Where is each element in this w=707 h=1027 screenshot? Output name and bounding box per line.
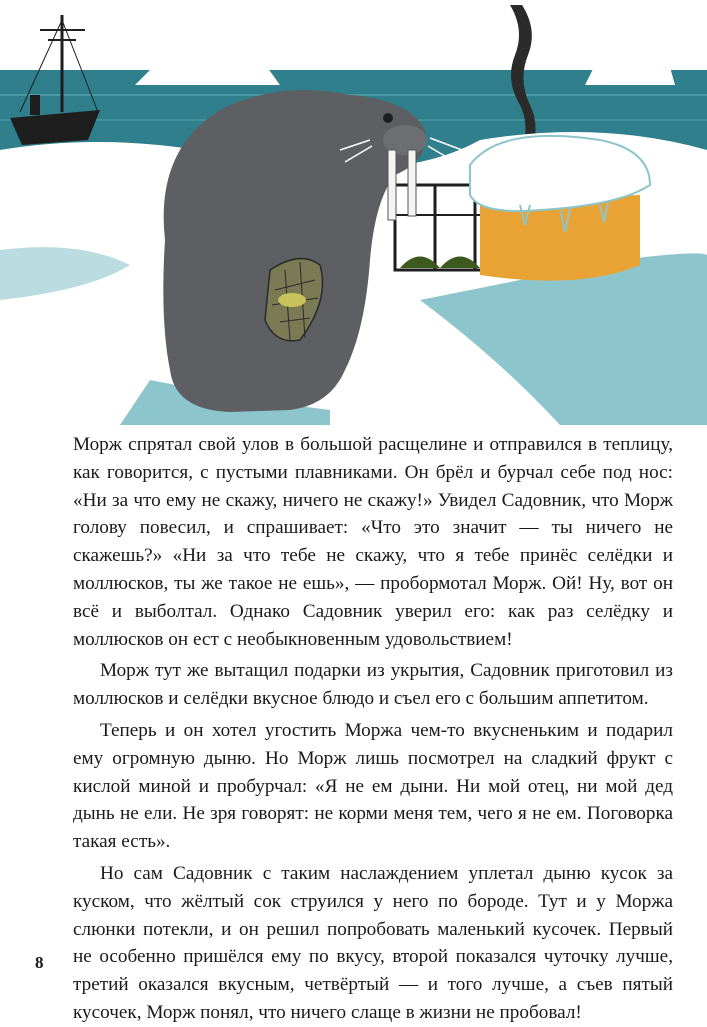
- story-paragraph: Но сам Садовник с таким наслаждением уплетал дыню кусок за куском, что жёлтый сок струился у него по бороде. Тут и у Моржа слюнки потекли, и он решил попробовать маленький кусочек. Первый не особенно пришёлся ему по вкусу, второй показался чуточку лучше, третий оказался вкусным, четвёртый — и того лучше, а съев пятый кусочек, Морж понял, что ничего слаще в жизни не пробовал!: [73, 862, 673, 1023]
- iceberg-left: [135, 20, 280, 85]
- story-paragraph: Морж тут же вытащил подарки из укрытия, Садовник приготовил из моллюсков и селёдки вкусное блюдо и съел его с большим аппетитом.: [73, 660, 673, 710]
- story-paragraph: Морж спрятал свой улов в большой расщелине и отправился в теплицу, как говорится, с пустыми плавниками. Он брёл и бурчал себе под нос: «Ни за что ему не скажу, ничего не скажу!» Увидел Садовник, что Морж голову повесил, и спрашивает: «Что это значит — ты ничего не скажешь?» «Ни за что тебе не скажу, что я тебе принёс селёдки и моллюсков, ты же такое не ешь», — пробормотал Морж. Ой! Ну, вот он всё и выболтал. Однако Садовник уверил его: как раз селёдку и моллюсков он ест с необыкновенным удовольствием!: [73, 434, 673, 650]
- walrus-greenhouse-illustration: [0, 0, 707, 425]
- iceberg-right: [585, 10, 675, 85]
- story-text: [73, 431, 673, 1027]
- story-paragraph: Теперь и он хотел угостить Моржа чем-то вкусненьким и подарил ему огромную дыню. Но Морж лишь посмотрел на сладкий фрукт с кислой миной и пробурчал: «Я не ем дыни. Ни мой отец, ни мой дед дынь не ели. Не зря говорят: не корми меня тем, чего я не ем. Поговорка такая есть».: [73, 719, 673, 853]
- page-number: 8: [35, 953, 44, 972]
